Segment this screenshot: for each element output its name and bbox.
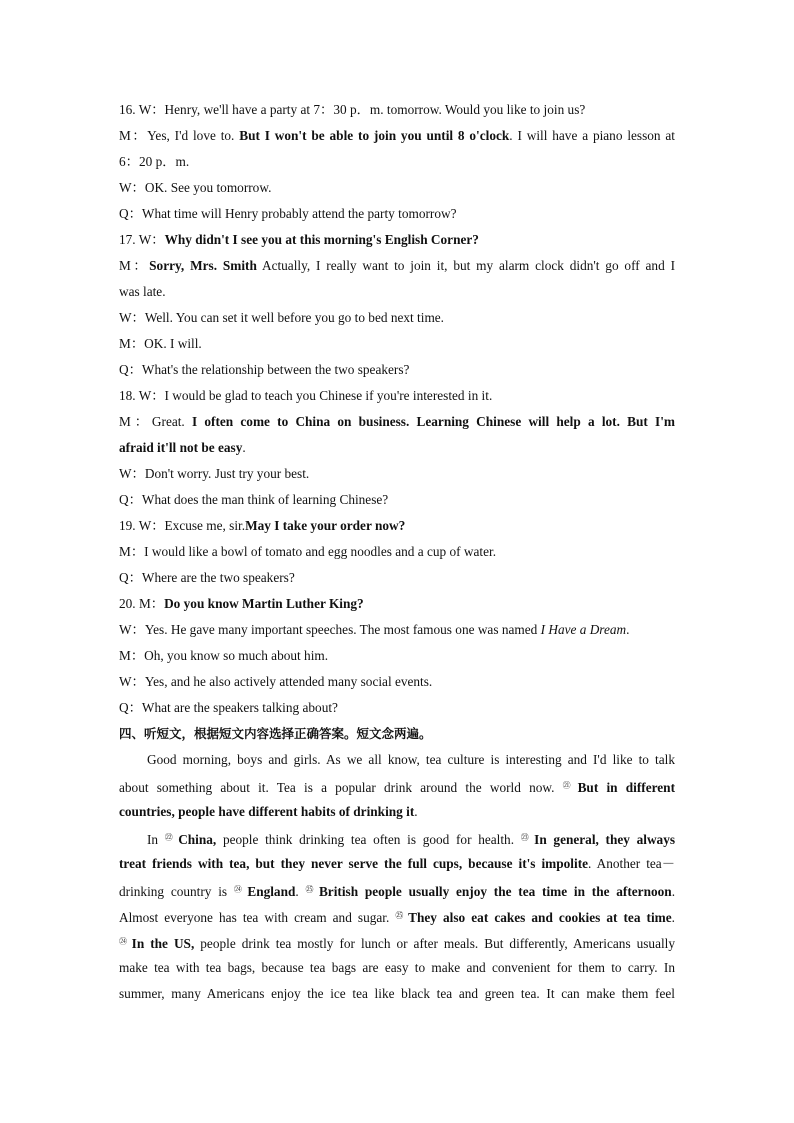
- q17-man-line-cont: was late.: [119, 284, 166, 299]
- q16-man-text-c: . I will have a piano lesson at: [509, 128, 675, 143]
- passage-p2-key-phrase-3: They also eat cakes and cookies at tea time: [408, 910, 672, 925]
- passage-p1-key-phrase: But in different: [577, 780, 675, 795]
- q17-woman-reply: W：Well. You can set it well before you go to bed next time.: [119, 310, 445, 325]
- q17-man-reply: M：OK. I will.: [119, 336, 202, 351]
- passage-p2-line4: [119, 903, 675, 929]
- q17-woman-key-phrase: Why didn't I see you at this morning's English Corner?: [164, 232, 479, 247]
- circled-number-marker: ㉕: [395, 911, 407, 920]
- q16-question: Q：What time will Henry probably attend the party tomorrow?: [119, 206, 457, 221]
- q20-man-reply: M：Oh, you know so much about him.: [119, 648, 329, 663]
- q19-man-line: M：I would like a bowl of tomato and egg noodles and a cup of water.: [119, 544, 497, 559]
- q18-question: Q：What does the man think of learning Chinese?: [119, 492, 389, 507]
- circled-number-marker: ㉒: [164, 833, 177, 842]
- circled-number-marker: ㉓: [520, 833, 533, 842]
- q20-man-prefix: 20. M：: [119, 596, 165, 611]
- q17-man-prefix: M：: [119, 258, 150, 273]
- circled-number-marker: ㉔: [119, 937, 130, 946]
- passage-p2-line4-c: .: [671, 910, 675, 925]
- q18-woman-reply: W：Don't worry. Just try your best.: [119, 466, 310, 481]
- q17-man-text: Actually, I really want to join it, but my alarm clock didn't go off and I: [256, 258, 675, 273]
- passage-us: In the US,: [131, 936, 195, 951]
- section4-heading-text: 四、听短文，根据短文内容选择正确答案。短文念两遍。: [119, 726, 432, 741]
- passage-china: China,: [178, 832, 217, 847]
- q16-woman-line: 16. W：Henry, we'll have a party at 7：30 p．m. tomorrow. Would you like to join us?: [119, 102, 586, 117]
- q19-woman-prefix: 19. W：Excuse me, sir.: [119, 518, 246, 533]
- passage-p2-key-phrase-1: In general, they always: [534, 832, 675, 847]
- q16-man-line-cont: 6：20 p．m.: [119, 154, 190, 169]
- passage-p2-line2: [119, 851, 675, 877]
- passage-p1-line1: Good morning, boys and girls. As we all know, tea culture is interesting and I'd like to talk: [147, 752, 675, 767]
- q19-question: Q：Where are the two speakers?: [119, 570, 295, 585]
- q18-man-period: .: [242, 440, 246, 455]
- passage-p2-line3-c: .: [295, 884, 306, 899]
- q16-man-key-phrase: But I won't be able to join you until 8 o'clock: [239, 128, 510, 143]
- passage-p1-key-phrase-cont: countries, people have different habits of drinking it: [119, 804, 415, 819]
- passage-p2-line1: [119, 825, 675, 851]
- passage-p2-line3-a: drinking country is: [119, 884, 234, 899]
- q18-man-line: [119, 409, 675, 435]
- passage-p2-line2-b: . Another tea－: [588, 856, 675, 871]
- passage-p2-line6: make tea with tea bags, because tea bags are easy to make and convenient for them to carry. In: [119, 960, 675, 975]
- passage-p2-line1-a: In: [147, 832, 165, 847]
- passage-p2-line4-a: Almost everyone has tea with cream and sugar.: [119, 910, 396, 925]
- circled-number-marker: ㉑: [562, 781, 576, 790]
- circled-number-marker: ㉔: [233, 885, 246, 894]
- q17-man-key-phrase: Sorry, Mrs. Smith: [149, 258, 257, 273]
- passage-p1-line2-text: about something about it. Tea is a popular drink around the world now.: [119, 780, 563, 795]
- q18-man-line-cont: [119, 435, 675, 461]
- passage-p1-line3: [119, 799, 675, 825]
- q16-man-text-a: M：Yes, I'd love to.: [119, 128, 240, 143]
- q20-woman-line: [119, 617, 675, 643]
- q20-woman-reply: W：Yes, and he also actively attended many social events.: [119, 674, 433, 689]
- passage-p1-period: .: [414, 804, 418, 819]
- passage-p1-line2: [119, 773, 675, 799]
- passage-p2-line1-c: people think drinking tea often is good for health.: [216, 832, 521, 847]
- q18-woman-line: 18. W：I would be glad to teach you Chinese if you're interested in it.: [119, 388, 493, 403]
- q18-man-key-phrase-cont: afraid it'll not be easy: [119, 440, 243, 455]
- passage-p2-line5-b: people drink tea mostly for lunch or after meals. But differently, Americans usually: [194, 936, 675, 951]
- q19-woman-key-phrase: May I take your order now?: [245, 518, 406, 533]
- q17-woman-prefix: 17. W：: [119, 232, 165, 247]
- passage-england: England: [247, 884, 296, 899]
- document-page: [119, 97, 675, 1007]
- q20-man-line: [119, 591, 675, 617]
- passage-p2-key-phrase-1-cont: treat friends with tea, but they never serve the full cups, because it's impolite: [119, 856, 589, 871]
- q19-woman-line: [119, 513, 675, 539]
- q18-man-key-phrase: I often come to China on business. Learning Chinese will help a lot. But I'm: [191, 414, 675, 429]
- section4-heading: [119, 721, 675, 747]
- q20-question: Q：What are the speakers talking about?: [119, 700, 338, 715]
- q17-question: Q：What's the relationship between the two speakers?: [119, 362, 410, 377]
- q20-man-key-phrase: Do you know Martin Luther King?: [164, 596, 364, 611]
- q20-woman-period: .: [626, 622, 630, 637]
- q16-man-line: [119, 123, 675, 149]
- passage-p2-line7: summer, many Americans enjoy the ice tea like black tea and green tea. It can make them feel: [119, 986, 675, 1001]
- q20-woman-text: W：Yes. He gave many important speeches. The most famous one was named: [119, 622, 541, 637]
- passage-p2-line3: [119, 877, 675, 903]
- q18-man-prefix: M：Great.: [119, 414, 192, 429]
- q17-man-line: [119, 253, 675, 279]
- q16-woman-reply: W：OK. See you tomorrow.: [119, 180, 272, 195]
- passage-p2-line3-e: .: [671, 884, 675, 899]
- passage-p2-line5: [119, 929, 675, 955]
- passage-p2-key-phrase-2: British people usually enjoy the tea time in the afternoon: [318, 884, 672, 899]
- q17-woman-line: [119, 227, 675, 253]
- circled-number-marker: ㉕: [305, 885, 317, 894]
- q20-speech-title: I Have a Dream: [540, 622, 627, 637]
